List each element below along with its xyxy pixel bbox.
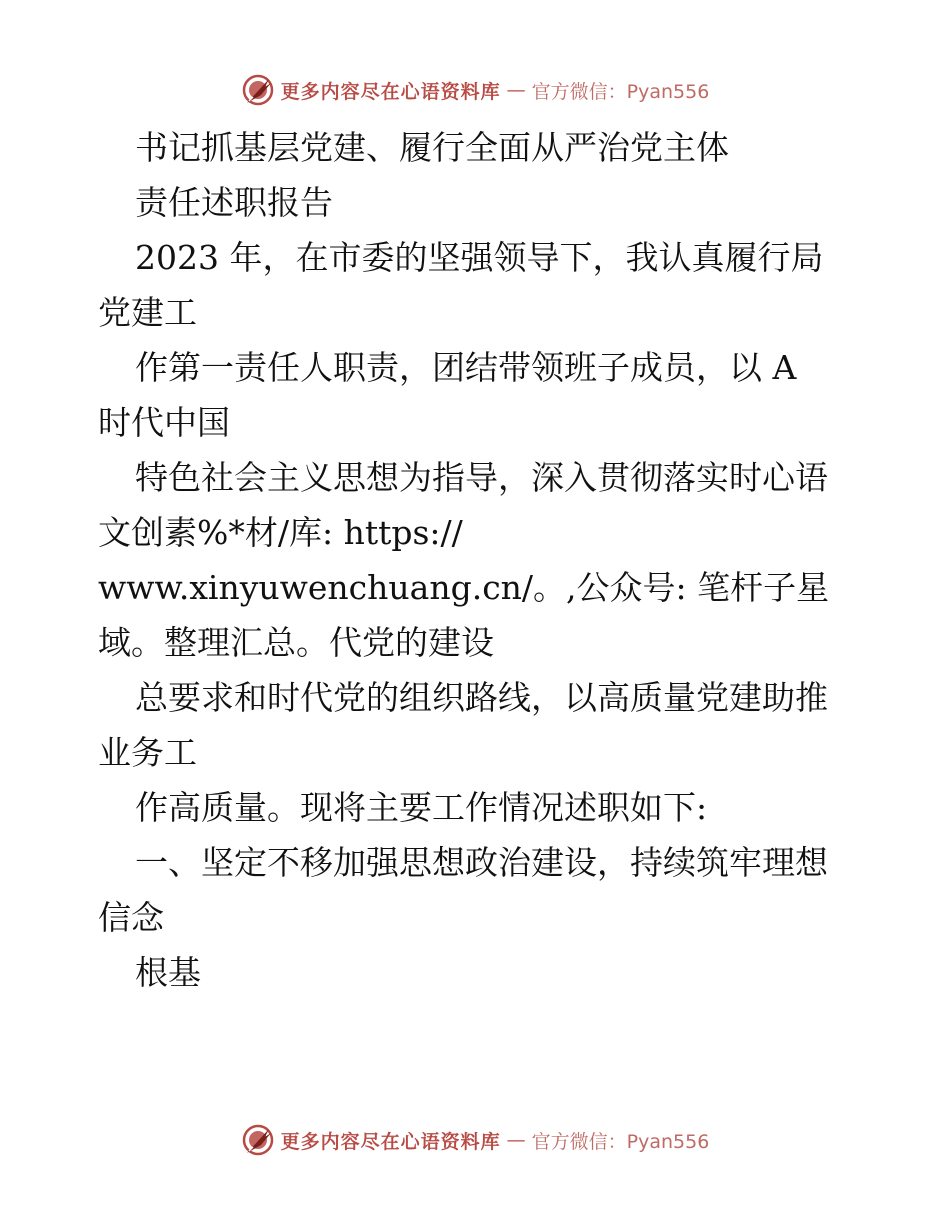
document-line: 特色社会主义思想为指导，深入贯彻落实时心语 bbox=[135, 458, 828, 497]
footer-watermark-banner bbox=[0, 1120, 950, 1160]
document-line: 书记抓基层党建、履行全面从严治党主体 bbox=[135, 128, 729, 167]
document-line: 总要求和时代党的组织路线，以高质量党建助推 bbox=[135, 678, 828, 717]
document-body bbox=[98, 120, 898, 1000]
document-line: 时代中国 bbox=[98, 403, 230, 442]
document-line: 域。整理汇总。代党的建设 bbox=[98, 623, 494, 662]
document-line: 2023 年，在市委的坚强领导下，我认真履行局 bbox=[135, 238, 824, 277]
document-line: 文创素%*材/库: https:// bbox=[98, 513, 463, 552]
banner-official-wechat: 官方微信：Pyan556 bbox=[531, 80, 710, 103]
document-line: 根基 bbox=[135, 953, 201, 992]
document-line: 作第一责任人职责，团结带领班子成员，以 A bbox=[135, 348, 797, 387]
document-line: 作高质量。现将主要工作情况述职如下: bbox=[135, 788, 708, 827]
banner-separator: — bbox=[506, 1129, 526, 1151]
document-line: 一、坚定不移加强思想政治建设，持续筑牢理想 bbox=[135, 843, 828, 882]
document-line: 信念 bbox=[98, 898, 164, 937]
banner-official-wechat: 官方微信：Pyan556 bbox=[531, 1130, 710, 1153]
banner-main-text: 更多内容尽在心语资料库 bbox=[280, 1130, 501, 1153]
document-line: www.xinyuwenchuang.cn/。,公众号: 笔杆子星 bbox=[98, 568, 830, 607]
quill-pen-circle-icon bbox=[241, 73, 275, 107]
quill-pen-circle-icon bbox=[241, 1123, 275, 1157]
document-line: 党建工 bbox=[98, 293, 197, 332]
document-line: 责任述职报告 bbox=[135, 183, 333, 222]
banner-separator: — bbox=[506, 79, 526, 101]
document-line: 业务工 bbox=[98, 733, 197, 772]
banner-main-text: 更多内容尽在心语资料库 bbox=[280, 80, 501, 103]
header-watermark-banner bbox=[0, 70, 950, 110]
